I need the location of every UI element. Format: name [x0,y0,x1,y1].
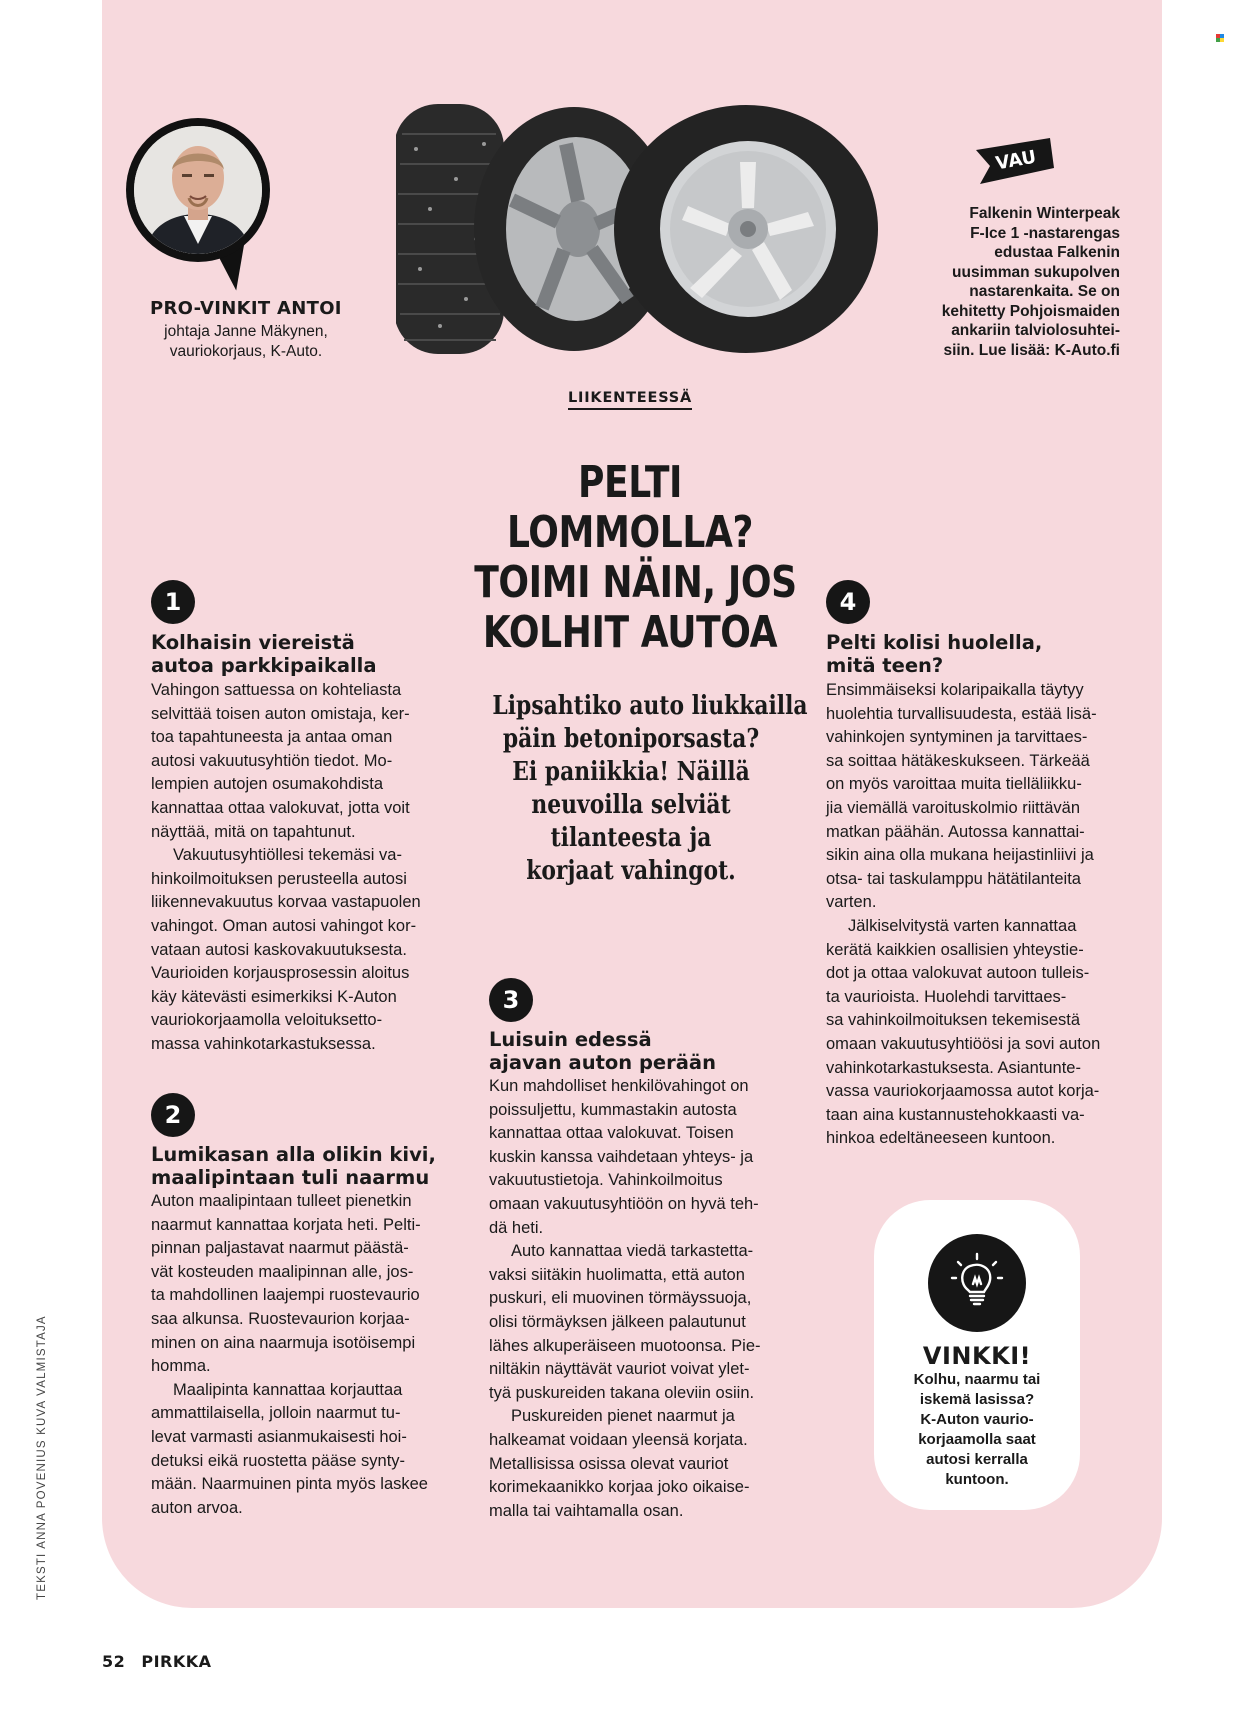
section-3-body: Kun mahdolliset henkilövahingot on poissuljettu, kummastakin autosta kannattaa ottaa valokuvat. Toisen kuskin kanssa vaihdetaan yhteys- ja vakuutustietoja. Vahinkoilmoitus omaan vakuutusyhtiöön on hyvä teh- dä heti. Auto kannattaa viedä tarkastetta- vaksi siitäkin huolimatta, että auton puskuri, eli muovinen törmäyssuoja, olisi törmäyksen jälkeen palautunut lähes alkuperäiseen muotoonsa. Pie- niltäkin näyttävät vauriot voivat ylet- tyä puskureiden takana oleviin osiin. Puskureiden pienet naarmut ja halkeamat voidaan yleensä korjata. Metallisissa osissa olevat vauriot korimekaanikko korjaa joko oikaise- malla tai vaihtamalla osan. [489,1077,761,1520]
article-headline: PELTI LOMMOLLA? TOIMI NÄIN, JOS KOLHIT AUTOA [474,457,797,658]
expert-description: johtaja Janne Mäkynen, vauriokorjaus, K-Auto. [164,323,328,360]
portrait-photo [134,126,262,254]
portrait-frame [126,118,270,262]
section-tag: LIIKENTEESSÄ [568,390,692,410]
section-1-body: Vahingon sattuessa on kohteliasta selvittää toisen auton omistaja, ker- toa tapahtuneesta ja antaa oman autosi vakuutusyhtiön tiedot. Mo- lempien autojen osumakohdista kannattaa ottaa valokuvat, jotta voit näyttää, mitä on tapahtunut. Vakuutusyhtiöllesi tekemäsi va- hinkoilmoituksen perusteella autosi liikennevakuutus korvaa vastapuolen vahingot. Oman autosi vahingot kor- vataan autosi kaskovakuutuksesta. Vaurioiden korjausprosessin aloitus käy kätevästi esimerkiksi K-Auton vauriokorjaamolla veloituksetto- massa vahinkotarkastuksessa. [151,681,421,1053]
lightbulb-icon [928,1234,1026,1332]
section-3-title: Luisuin edessä ajavan auton perään [489,1028,716,1074]
expert-title: PRO-VINKIT ANTOI [150,298,342,319]
page-footer [102,1652,222,1671]
tires-image [396,104,884,354]
tip-text: Kolhu, naarmu tai iskemä lasissa? K-Auton vaurio- korjaamolla saat autosi kerralla kuntoon. [913,1371,1041,1488]
expert-portrait [126,118,270,288]
section-number-4: 4 [826,580,870,624]
vau-badge: VAU [976,138,1056,184]
product-description: Falkenin Winterpeak F-Ice 1 -nastarengas edustaa Falkenin uusimman sukupolven nastarenkaita. Se on kehitetty Pohjoismaiden ankariin talviolosuhtei- siin. Lue lisää: K-Auto.fi [941,205,1120,359]
magazine-name: PIRKKA [141,1652,212,1671]
article-lead: Lipsahtiko auto liukkailla päin betoniporsasta? Ei paniikkia! Näillä neuvoilla selviät tilanteesta ja korjaat vahingot. [492,691,808,886]
section-1-title: Kolhaisin viereistä autoa parkkipaikalla [151,631,377,677]
tip-title: VINKKI! [922,1342,1032,1370]
section-4-title: Pelti kolisi huolella, mitä teen? [826,631,1043,677]
color-registration-mark [1216,34,1224,42]
page-number: 52 [102,1652,126,1671]
section-2-title: Lumikasan alla olikin kivi, maalipintaan tuli naarmu [151,1143,436,1189]
section-number-3: 3 [489,978,533,1022]
photo-credit: TEKSTI ANNA POVENIUS KUVA VALMISTAJA [36,1315,48,1600]
section-number-1: 1 [151,580,195,624]
section-2-body: Auton maalipintaan tulleet pienetkin naarmut kannattaa korjata heti. Pelti- pinnan paljastavat naarmut päästä- vät kosteuden maalipinnan alle, jos- ta mahdollinen laajempi ruostevaurio saa alkunsa. Ruostevaurion korjaa- minen on aina naarmuja isotöisempi homma. Maalipinta kannattaa korjauttaa ammattilaisella, jolloin naarmut tu- levat varmasti asianmukaisesti hoi- detuksi eikä ruostetta pääse synty- mään. Naarmuinen pinta myös laskee auton arvoa. [151,1192,428,1517]
section-number-2: 2 [151,1093,195,1137]
section-4-body: Ensimmäiseksi kolaripaikalla täytyy huolehtia turvallisuudesta, estää lisä- vahinkojen syntyminen ja tarvittaes- sa soittaa hätäkeskukseen. Tärkeää on myös varoittaa muita tielläliikku- jia viemällä varoituskolmio riittävän matkan päähän. Autossa kannattai- sikin aina olla mukana heijastinliivi ja otsa- tai taskulamppu hätätilanteita varten. Jälkiselvitystä varten kannattaa kerätä kaikkien osallisien yhteystie- dot ja ottaa valokuvat autoon tulleis- ta vaurioista. Huolehdi tarvittaes- sa vahinkoilmoituksen tekemisestä omaan vakuutusyhtiöösi ja sovi auton vahinkotarkastuksesta. Asiantunte- vassa vauriokorjaamossa autot korja- taan aina kustannustehokkaasti va- hinkoa edeltäneeseen kuntoon. [826,681,1101,1148]
